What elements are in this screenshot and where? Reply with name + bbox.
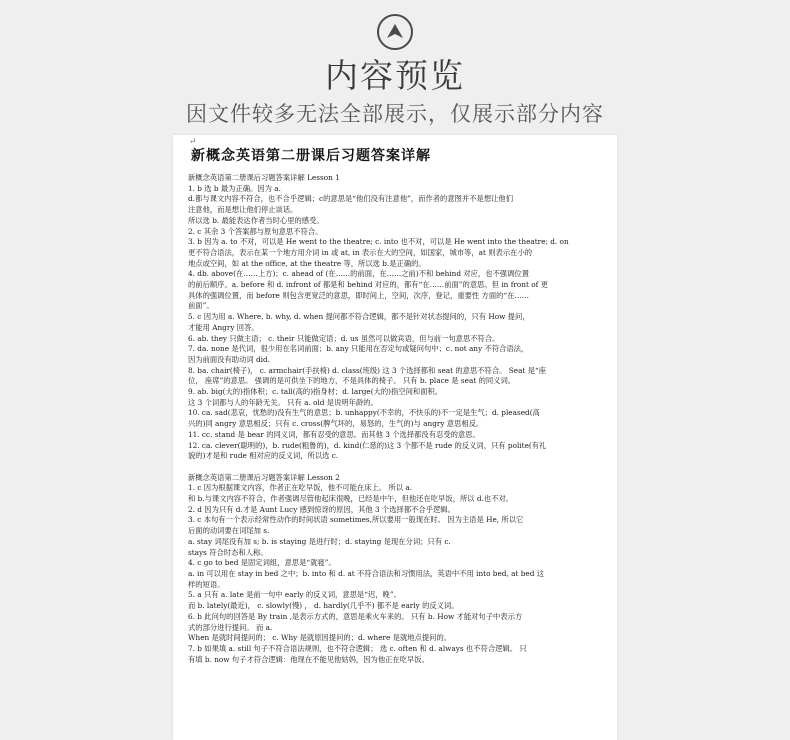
document-line: d.都与课文内容不符合，也不合乎逻辑；c的意思是“他们没有注意他”，而作者的意图并不是想让他们: [188, 194, 514, 204]
document-line: 前面”。: [188, 301, 214, 311]
page-subtitle: 因文件较多无法全部展示，仅展示部分内容: [186, 102, 604, 126]
document-line: 11. cc. stand 是 bear 的同义词，都有忍受的意思。而其他 3 个选择都没有忍受的意思。: [188, 429, 480, 439]
preview-header: [0, 0, 790, 135]
document-line: a. stay 词尾没有加 s; b. is staying 是进行时；d. staying 是现在分词；只有 c.: [188, 536, 451, 546]
document-line: 5. c 因为用 a. Where, b. why, d. when 提问都不符合逻辑，都不是针对状态提问的，只有 How 提问，: [188, 312, 530, 322]
document-line: 位， 座席”的意思。 强调的是可供坐下的地方，不是具体的椅子。 只有 b. place 是 seat 的同义词。: [188, 376, 516, 386]
document-line: 地点或空间，如 at the office, at the theatre 等，所以选 b.是正确的。: [188, 258, 426, 268]
chevron-up-circle-icon: [377, 14, 413, 50]
document-line: 样的短语。: [188, 579, 225, 589]
document-line: 新概念英语第二册课后习题答案详解 Lesson 1: [188, 173, 340, 182]
document-line: 因为前面没有助动词 did.: [188, 354, 270, 364]
document-line: 的前后顺序。a. before 和 d. infront of 都是和 behind 对应的，都有“在……前面”的意思。但 in front of 更: [188, 280, 548, 290]
document-line: a. in 可以用在 stay in bed 之中；b. into 和 d. at 不符合语法和习惯用法，英语中不用 into bed, at bed 这: [188, 569, 544, 578]
document-line: 9. ab. big(大的)指体积；c. tall(高的)指身材；d. large(大的)指空间和面积。: [188, 387, 443, 397]
document-line: 和 b.与课文内容不符合，作者强调尽管他起床很晚，已经是中午，但他还在吃早饭，所以 d.也不对。: [188, 494, 514, 504]
document-preview: [173, 135, 617, 740]
document-line: 3. b 因为 a. to 不对，可以是 He went to the theatre; c. into 也不对，可以是 He went into the theatre; d. on: [188, 237, 569, 247]
document-line: 1. c 因为根据课文内容，作者正在吃早饭，他不可能在床上。 所以 a.: [188, 483, 413, 493]
document-line: 所以选 b. 最能表达作者当时心里的感受。: [188, 215, 324, 225]
document-line: 7. b 如果填 a. still 句子不符合语法规则，也不符合逻辑； 选 c. often 和 d. always 也不符合逻辑。 只: [188, 643, 527, 653]
document-line: 4. db. above(在……上方)；c. ahead of (在……的前面，在……之前)不和 behind 对应，也不强调位置: [188, 269, 529, 279]
document-line: 5. a 只有 a. late 是前一句中 early 的反义词，意思是“迟，晚”。: [188, 590, 401, 600]
document-line: 有填 b. now 句子才符合逻辑：他现在不能见他姑妈，因为他正在吃早饭。: [188, 654, 429, 664]
paragraph-mark-icon: ↵: [189, 137, 197, 147]
page-title: 内容预览: [325, 56, 465, 95]
document-line: 新概念英语第二册课后习题答案详解 Lesson 2: [188, 472, 340, 482]
document-line: 7. da. none 是代词，很少用在名词前面；b. any 只能用在否定句或疑问句中；c. not any 不符合语法，: [188, 344, 529, 354]
document-line: 这 3 个词都与人的年龄无关。 只有 a. old 是说明年龄的。: [188, 397, 378, 407]
document-line: 12. ca. clever(聪明的)，b. rude(粗鲁的)，d. kind(仁慈的)这 3 个都不是 rude 的反义词，只有 polite(有礼: [188, 440, 547, 450]
document-line: 6. ab. they 只做主语； c. their 只能做定语；d. us 虽然可以做宾语，但与前一句意思不符合。: [188, 333, 500, 343]
document-line: 具体的强调位置，而 before 则包含更宽泛的意思，即时间上，空间，次序，登记，重要性 方面的“在……: [188, 290, 530, 300]
document-line: 3. c 本句有一个表示经常性动作的时间状语 sometimes,所以要用一般现在时。 因为主语是 He, 所以它: [188, 515, 524, 525]
document-line: 貌的)才是和 rude 相对应的反义词，所以选 c.: [188, 451, 339, 461]
document-line: 2. c 其余 3 个答案都与原句意思不符合。: [188, 226, 323, 236]
document-line: 4. c go to bed 是固定词组，意思是“就寝”。: [188, 558, 336, 568]
document-line: 10. ca. sad(悲哀，忧愁的)没有生气的意思；b. unhappy(不幸的，不快乐的)不一定是生气；d. pleased(高: [188, 408, 540, 418]
document-line: 更不符合语法，表示在某一个地方用介词 in 或 at, in 表示在大的空间，如国家，城市等，at 则表示在小的: [188, 247, 533, 257]
document-line: 才能用 Angry 回答。: [188, 322, 259, 332]
document-line: 8. ba. chair(椅子)， c. armchair(手扶椅) d. class(班级) 这 3 个选择都和 seat 的意思不符合。 Seat 是“座: [188, 365, 547, 375]
document-content: [188, 173, 607, 665]
document-line: 后面的动词要在词尾加 s.: [188, 526, 270, 536]
document-line: 式的部分进行提问。 而 a.: [188, 622, 273, 632]
document-line: 而 b. lately(最近)， c. slowly(慢) ， d. hardly(几乎不) 都不是 early 的反义词。: [188, 601, 459, 611]
document-line: stays 符合时态和人称。: [188, 547, 268, 557]
document-line: When 是就时间提问的； c. Why 是就原因提问的；d. where 是就地点提问的。: [188, 633, 452, 643]
document-line: 注意他，而是想让他们停止谈话。: [188, 205, 298, 215]
document-line: [188, 462, 607, 473]
document-line: 2. d 因为只有 d.才是 Aunt Lucy 感到惊讶的原因，其他 3 个选择都不合乎逻辑。: [188, 504, 455, 514]
document-title: 新概念英语第二册课后习题答案详解: [191, 148, 431, 164]
document-line: 1. b 选 b 最为正确。因为 a.: [188, 183, 281, 193]
document-line: 6. b 此问句的回答是 By train ,是表示方式的，意思是乘火车来的。 只有 b. How 才能对句子中表示方: [188, 611, 523, 621]
document-line: 兴的)同 angry 意思相反；只有 c. cross(脾气坏的，易怒的，生气的)与 angry 意思相反。: [188, 419, 484, 429]
